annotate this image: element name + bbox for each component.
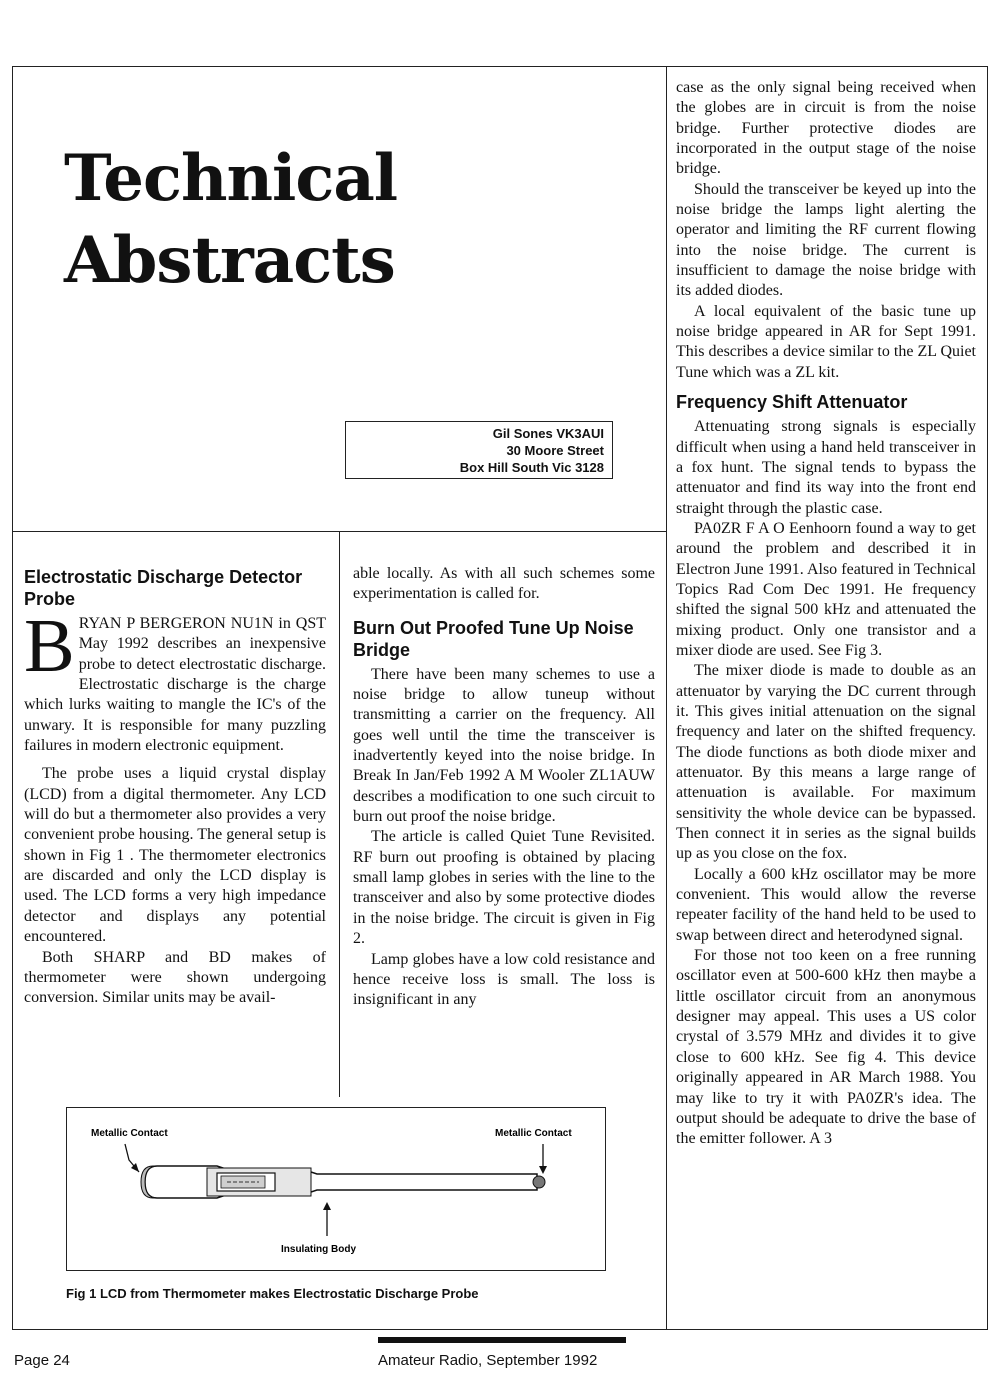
probe-tip — [533, 1176, 545, 1188]
paragraph: The article is called Quiet Tune Revisited. RF burn out proofing is obtained by placing small lamp globes in series with the line to the transceiver and also by some protective diodes in the noise bridge. The circuit is given in Fig 2. — [353, 828, 655, 948]
arrow-bottom-head — [323, 1202, 331, 1210]
figure-1 — [66, 1107, 606, 1271]
label-insulating-body: Insulating Body — [281, 1244, 356, 1255]
footer-rule — [378, 1337, 626, 1343]
figure-1-caption: Fig 1 LCD from Thermometer makes Electrostatic Discharge Probe — [66, 1286, 479, 1301]
section-heading-frequency-shift: Frequency Shift Attenuator — [676, 392, 908, 413]
column-2 — [353, 564, 655, 1011]
label-metallic-contact-right: Metallic Contact — [495, 1128, 572, 1139]
column-divider-middle — [339, 531, 340, 1097]
paragraph: There have been many schemes to use a noise bridge to allow tuneup without transmitting a carrier on the frequency. All goes well until the time the transceiver is inadvertently keyed into the noise bridge. In Break In Jan/Feb 1992 A M Wooler ZL1AUW describes a modification to one such circuit to burn out proof the noise bridge. — [353, 665, 655, 826]
probe-body — [141, 1166, 545, 1198]
page-title — [64, 138, 397, 302]
author-city: Box Hill South Vic 3128 — [459, 460, 604, 475]
probe-diagram — [67, 1108, 604, 1269]
paragraph: Should the transceiver be keyed up into the noise bridge the lamps light alerting the operator and limiting the RF current flowing into the noise bridge. The current is insufficient to damage the noise bridge with its added diodes. — [676, 180, 976, 300]
section-heading-noise-bridge: Burn Out Proofed Tune Up Noise Bridge — [353, 617, 634, 660]
author-street: 30 Moore Street — [506, 443, 604, 458]
paragraph: Attenuating strong signals is especially difficult when using a hand held transceiver in a fox hunt. The signal tends to bypass the attenuator and find its way into the front end straight through the plastic case. — [676, 418, 976, 517]
paragraph: Locally a 600 kHz oscillator may be more convenient. This would allow the reverse repeater facility of the hand held to be used to swap between direct and heterodyned signal. — [676, 865, 976, 944]
paragraph: case as the only signal being received when the globes are in circuit is from the noise bridge. Further protective diodes are incorporated in the output stage of the noise bridge. — [676, 79, 976, 178]
author-box — [345, 421, 613, 479]
drop-cap: B — [24, 604, 75, 688]
label-metallic-contact-left: Metallic Contact — [91, 1128, 168, 1139]
section-heading-esd: Electrostatic Discharge Detector Probe — [24, 567, 303, 609]
title-line-2: Abstracts — [64, 223, 395, 298]
publication-line: Amateur Radio, September 1992 — [378, 1352, 598, 1369]
paragraph: Lamp globes have a low cold resistance and hence receive loss is small. The loss is insignificant in any — [353, 950, 655, 1009]
paragraph: able locally. As with all such schemes some experimentation is called for. — [353, 565, 655, 603]
paragraph: PA0ZR F A O Eenhoorn found a way to get around the problem and described it in Electron June 1991. Also featured in Technical Topics Rad Com Dec 1991. He frequency shifted the signal 500 kHz and attenuated the mixing product. Only one transistor and a mixer diode are used. See Fig 3. — [676, 519, 976, 659]
paragraph: The probe uses a liquid crystal display (LCD) from a digital thermometer. Any LCD will do but a thermometer also provides a very convenient probe housing. The general setup is shown in Fig 1 . The thermometer electronics are discarded and only the LCD display is used. The LCD forms a very high impedance detector and displays any potential encountered. — [24, 765, 326, 946]
column-divider-right — [666, 66, 667, 1330]
title-line-1: Technical — [64, 141, 398, 216]
paragraph: The mixer diode is made to double as an attenuator by varying the DC current through it. This gives initial attenuation on the signal frequency and later on the shifted frequency. The diode functions as both diode mixer and attenuator. By this means a large range of attenuation is available. For maximum sensitivity the whole device can be bypassed. Then connect it in series as the signal builds up as you close on the fox. — [676, 662, 976, 863]
column-1 — [24, 560, 326, 1009]
paragraph: Both SHARP and BD makes of thermometer were shown undergoing conversion. Similar units may be avail- — [24, 948, 326, 1007]
paragraph: For those not too keen on a free running oscillator even at 500-600 kHz then maybe a little oscillator circuit from an anonymous designer may appeal. This uses a US color crystal of 3.579 MHz and divides it to give close to 600 kHz. See fig 4. This device originally appeared in AR March 1988. You may like to try it with PA0ZR's idea. The output should be adequate to drive the base of the emitter follower. A 3 — [676, 947, 976, 1148]
paragraph: A local equivalent of the basic tune up noise bridge appeared in AR for Sept 1991. This describes a device similar to the ZL Quiet Tune which was a ZL kit. — [676, 302, 976, 381]
arrow-right-head — [539, 1166, 547, 1174]
paragraph: BRYAN P BERGERON NU1N in QST May 1992 describes an inexpensive probe to detect electrostatic discharge. Electrostatic discharge is the charge which lurks waiting to mangle the IC's of the unwary. It is responsible for many puzzling failures in modern electronic equipment. — [24, 604, 326, 755]
author-name: Gil Sones VK3AUI — [492, 426, 604, 441]
column-3 — [676, 78, 976, 1150]
page-number: Page 24 — [14, 1352, 70, 1369]
